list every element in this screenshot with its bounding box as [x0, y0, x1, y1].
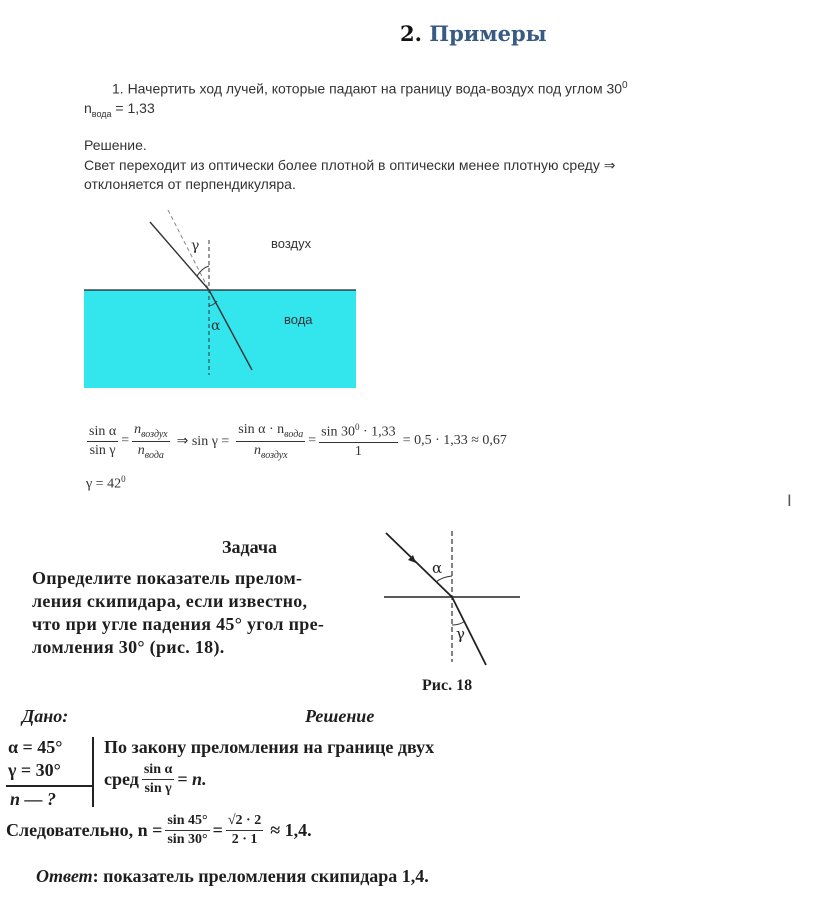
n-subscript: вода [91, 108, 112, 119]
law-line-1: По закону преломления на границе двух [104, 737, 435, 757]
task-text-line-4: ломления 30° (рис. 18). [32, 637, 225, 657]
answer-label: Ответ [36, 866, 93, 886]
given-label: Дано: [22, 706, 69, 726]
problem1-n-water [84, 100, 155, 119]
task-heading: Задача [222, 537, 278, 557]
snell-formula-1 [84, 422, 507, 461]
law-frac-den: sin γ [144, 781, 172, 796]
law-sred: сред [104, 769, 139, 789]
problem1-degree: 0 [622, 80, 628, 91]
given-divider [92, 737, 94, 807]
text-cursor-icon: I [787, 491, 792, 510]
den3: 1 [354, 444, 362, 460]
gamma-answer [86, 474, 126, 493]
n-water: n [137, 442, 145, 458]
ratio-indices [132, 422, 170, 461]
implies-sin-gamma: ⇒ sin γ = [176, 433, 230, 449]
alpha-label: α [211, 318, 221, 334]
task-text-line-3: что при угле падения 45° угол пре- [32, 614, 325, 634]
n-value: = 1,33 [111, 100, 155, 116]
numerator-sin-alpha: sin α [87, 424, 118, 442]
refraction-diagram-water-air [80, 200, 370, 395]
task-answer [36, 866, 429, 887]
solution-text-2: отклоняется от перпендикуляра. [84, 176, 296, 192]
denominator-sin-gamma: sin γ [89, 442, 116, 458]
water-label: вода [284, 312, 313, 327]
num2: sin α · n [238, 422, 285, 437]
n-water-sub: вода [144, 449, 164, 461]
solution-text-1: Свет переходит из оптически более плотной в оптически менее плотную среду ⇒ [84, 157, 616, 173]
num3-tail: · 1,33 [359, 425, 396, 441]
conclusion-frac-2 [226, 813, 263, 848]
answer-text: : показатель преломления скипидара 1,4. [92, 866, 429, 886]
law-eq: = n. [177, 769, 207, 789]
law-frac-num: sin α [142, 762, 174, 780]
sin-gamma-expression [236, 422, 305, 461]
conclusion-frac-1 [165, 813, 209, 848]
gamma-arc [197, 266, 209, 276]
refracted-ray-air [150, 222, 209, 290]
n-symbol: n [84, 100, 92, 116]
solution-label: Решение. [84, 137, 147, 153]
c-frac-den: sin 30° [167, 832, 208, 847]
numeric-expression [319, 422, 398, 460]
task-text-line-2: ления скипидара, если известно, [32, 591, 308, 611]
conclusion-formula [6, 813, 312, 848]
given-unknown: n — ? [10, 789, 57, 809]
water-region [84, 290, 356, 388]
title-number: 2. [400, 21, 422, 46]
c-eq: = [212, 820, 223, 840]
gamma-answer-main: γ = 42 [86, 476, 122, 492]
equals-1: = [121, 433, 130, 449]
formula-result: = 0,5 · 1,33 ≈ 0,67 [402, 433, 507, 449]
figure-18-caption: Рис. 18 [422, 677, 473, 694]
den2: n [254, 442, 261, 458]
num3-sup: 0 [355, 422, 360, 433]
given-underline [6, 785, 92, 787]
fig18-alpha-label: α [432, 559, 443, 577]
task-text-line-1: Определите показатель прелом- [32, 568, 303, 588]
num3: sin 30 [321, 425, 356, 441]
c-frac2-num: √2 · 2 [226, 813, 263, 831]
gamma-answer-sup: 0 [121, 474, 126, 484]
page-title [400, 21, 547, 46]
num2-sub: вода [284, 428, 304, 440]
problem1-statement [112, 80, 628, 97]
given-alpha: α = 45° [8, 737, 63, 757]
c-frac2-den: 2 · 1 [231, 832, 258, 847]
law-fraction [142, 762, 174, 797]
den2-sub: воздух [261, 449, 288, 461]
gamma-label: γ [191, 238, 200, 254]
conclusion-text: Следовательно, n = [6, 820, 163, 840]
air-label: воздух [271, 236, 312, 251]
title-word: Примеры [429, 21, 547, 46]
n-air: n [134, 422, 142, 437]
c-result: ≈ 1,4. [270, 820, 312, 840]
task-solution-label: Решение [305, 706, 375, 726]
c-frac-num: sin 45° [165, 813, 209, 831]
ratio-sines [87, 424, 118, 459]
problem1-line1: 1. Начертить ход лучей, которые падают на границу вода-воздух под углом 30 [112, 80, 623, 97]
fig18-gamma-label: γ [456, 625, 465, 643]
law-line-2 [104, 762, 207, 797]
task-text [32, 567, 366, 659]
n-air-sub: воздух [141, 428, 168, 440]
equals-2: = [308, 433, 317, 449]
given-gamma: γ = 30° [8, 760, 61, 780]
figure-18-diagram [380, 527, 525, 677]
